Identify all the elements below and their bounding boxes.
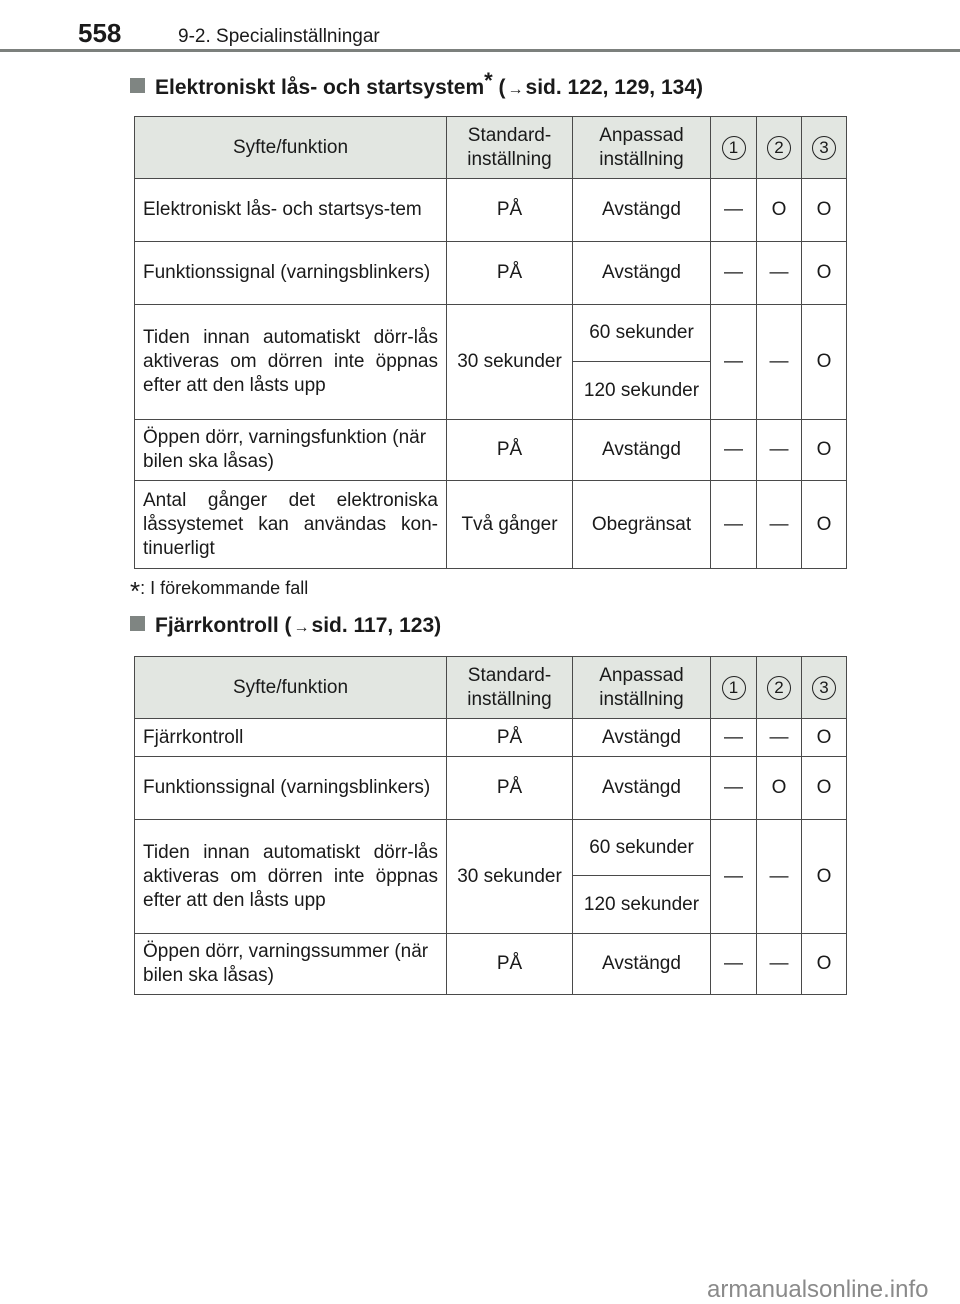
square-bullet-icon xyxy=(130,78,145,93)
cell-custom-option-1: 60 sekunder xyxy=(573,305,711,362)
table-row xyxy=(135,719,847,757)
cell-1: — xyxy=(711,934,757,995)
table-row xyxy=(135,179,847,242)
cell-function: Tiden innan automatiskt dörr-lås aktiveras om dörren inte öppnas efter att den låsts upp xyxy=(135,305,447,420)
cell-default: PÅ xyxy=(447,934,573,995)
cell-3: O xyxy=(802,179,847,242)
cell-2: O xyxy=(757,179,802,242)
page-reference: sid. 117, 123) xyxy=(311,614,442,637)
cell-default: 30 sekunder xyxy=(447,820,573,934)
cell-2: O xyxy=(757,757,802,820)
cell-default: 30 sekunder xyxy=(447,305,573,420)
cell-default: PÅ xyxy=(447,242,573,305)
section-title-remote-control xyxy=(130,614,441,638)
table-row xyxy=(135,420,847,481)
cell-function: Tiden innan automatiskt dörr-lås aktiveras om dörren inte öppnas efter att den låsts upp xyxy=(135,820,447,934)
cell-3: O xyxy=(802,242,847,305)
page-number: 558 xyxy=(78,18,122,48)
cell-function: Öppen dörr, varningsfunktion (när bilen ska låsas) xyxy=(135,420,447,481)
asterisk-mark: * xyxy=(130,576,141,606)
table-row xyxy=(135,305,847,362)
cell-custom-option-1: 60 sekunder xyxy=(573,820,711,876)
watermark: armanualsonline.info xyxy=(707,1276,929,1303)
cell-2: — xyxy=(757,934,802,995)
col-header-1 xyxy=(711,117,757,179)
cell-default: PÅ xyxy=(447,420,573,481)
col-header-2 xyxy=(757,117,802,179)
circled-1-icon: 1 xyxy=(722,136,746,160)
cell-3: O xyxy=(802,719,847,757)
square-bullet-icon xyxy=(130,616,145,631)
col-header-custom: Anpassad inställning xyxy=(573,117,711,179)
cell-1: — xyxy=(711,179,757,242)
circled-3-icon: 3 xyxy=(812,136,836,160)
table-header-row xyxy=(135,117,847,179)
page-reference: sid. 122, 129, 134) xyxy=(525,76,704,99)
cell-1: — xyxy=(711,420,757,481)
cell-function: Antal gånger det elektroniska låssystemet kan användas kon-tinuerligt xyxy=(135,481,447,569)
cell-custom-option-2: 120 sekunder xyxy=(573,362,711,420)
section-title-text: Elektroniskt lås- och startsystem xyxy=(155,76,485,99)
cell-default: Två gånger xyxy=(447,481,573,569)
cell-custom: Avstängd xyxy=(573,934,711,995)
asterisk-mark: * xyxy=(484,68,493,93)
cell-default: PÅ xyxy=(447,757,573,820)
cell-1: — xyxy=(711,719,757,757)
page-header xyxy=(0,0,960,52)
ref-paren: ( xyxy=(284,614,292,637)
cell-function: Funktionssignal (varningsblinkers) xyxy=(135,757,447,820)
settings-table-electronic-lock xyxy=(134,116,847,569)
cell-1: — xyxy=(711,820,757,934)
cell-1: — xyxy=(711,757,757,820)
cell-custom: Avstängd xyxy=(573,757,711,820)
cell-default: PÅ xyxy=(447,179,573,242)
cell-2: — xyxy=(757,719,802,757)
section-title-text: Fjärrkontroll xyxy=(155,614,279,637)
table-row xyxy=(135,242,847,305)
cell-3: O xyxy=(802,420,847,481)
cell-3: O xyxy=(802,757,847,820)
cell-custom: Obegränsat xyxy=(573,481,711,569)
cell-2: — xyxy=(757,420,802,481)
col-header-default: Standard-inställning xyxy=(447,657,573,719)
circled-1-icon: 1 xyxy=(722,676,746,700)
circled-2-icon: 2 xyxy=(767,676,791,700)
col-header-2 xyxy=(757,657,802,719)
cell-1: — xyxy=(711,242,757,305)
col-header-default: Standard-inställning xyxy=(447,117,573,179)
cell-custom: Avstängd xyxy=(573,179,711,242)
table-row xyxy=(135,757,847,820)
cell-function: Elektroniskt lås- och startsys-tem xyxy=(135,179,447,242)
col-header-custom: Anpassad inställning xyxy=(573,657,711,719)
settings-table-remote-control xyxy=(134,656,847,995)
col-header-1 xyxy=(711,657,757,719)
table-row xyxy=(135,820,847,876)
table-row xyxy=(135,481,847,569)
cell-3: O xyxy=(802,934,847,995)
table-row xyxy=(135,934,847,995)
cell-3: O xyxy=(802,820,847,934)
cell-2: — xyxy=(757,820,802,934)
col-header-function: Syfte/funktion xyxy=(135,657,447,719)
cell-default: PÅ xyxy=(447,719,573,757)
footnote-text: : I förekommande fall xyxy=(140,578,309,598)
cell-2: — xyxy=(757,305,802,420)
section-title-electronic-lock xyxy=(130,68,704,100)
cell-3: O xyxy=(802,305,847,420)
cell-function: Fjärrkontroll xyxy=(135,719,447,757)
cell-custom: Avstängd xyxy=(573,420,711,481)
cell-2: — xyxy=(757,481,802,569)
cell-custom: Avstängd xyxy=(573,719,711,757)
circled-3-icon: 3 xyxy=(812,676,836,700)
header-divider xyxy=(0,49,960,52)
cell-custom-option-2: 120 sekunder xyxy=(573,876,711,934)
cell-custom: Avstängd xyxy=(573,242,711,305)
col-header-3 xyxy=(802,657,847,719)
cell-function: Funktionssignal (varningsblinkers) xyxy=(135,242,447,305)
col-header-3 xyxy=(802,117,847,179)
cell-function: Öppen dörr, varningssummer (när bilen ska låsas) xyxy=(135,934,447,995)
arrow-right-icon: → xyxy=(507,81,524,98)
table-header-row xyxy=(135,657,847,719)
cell-1: — xyxy=(711,305,757,420)
arrow-right-icon: → xyxy=(293,619,310,636)
col-header-function: Syfte/funktion xyxy=(135,117,447,179)
cell-1: — xyxy=(711,481,757,569)
footnote xyxy=(130,576,308,607)
chapter-title: 9-2. Specialinställningar xyxy=(178,26,380,47)
circled-2-icon: 2 xyxy=(767,136,791,160)
cell-2: — xyxy=(757,242,802,305)
cell-3: O xyxy=(802,481,847,569)
ref-paren: ( xyxy=(498,76,506,99)
